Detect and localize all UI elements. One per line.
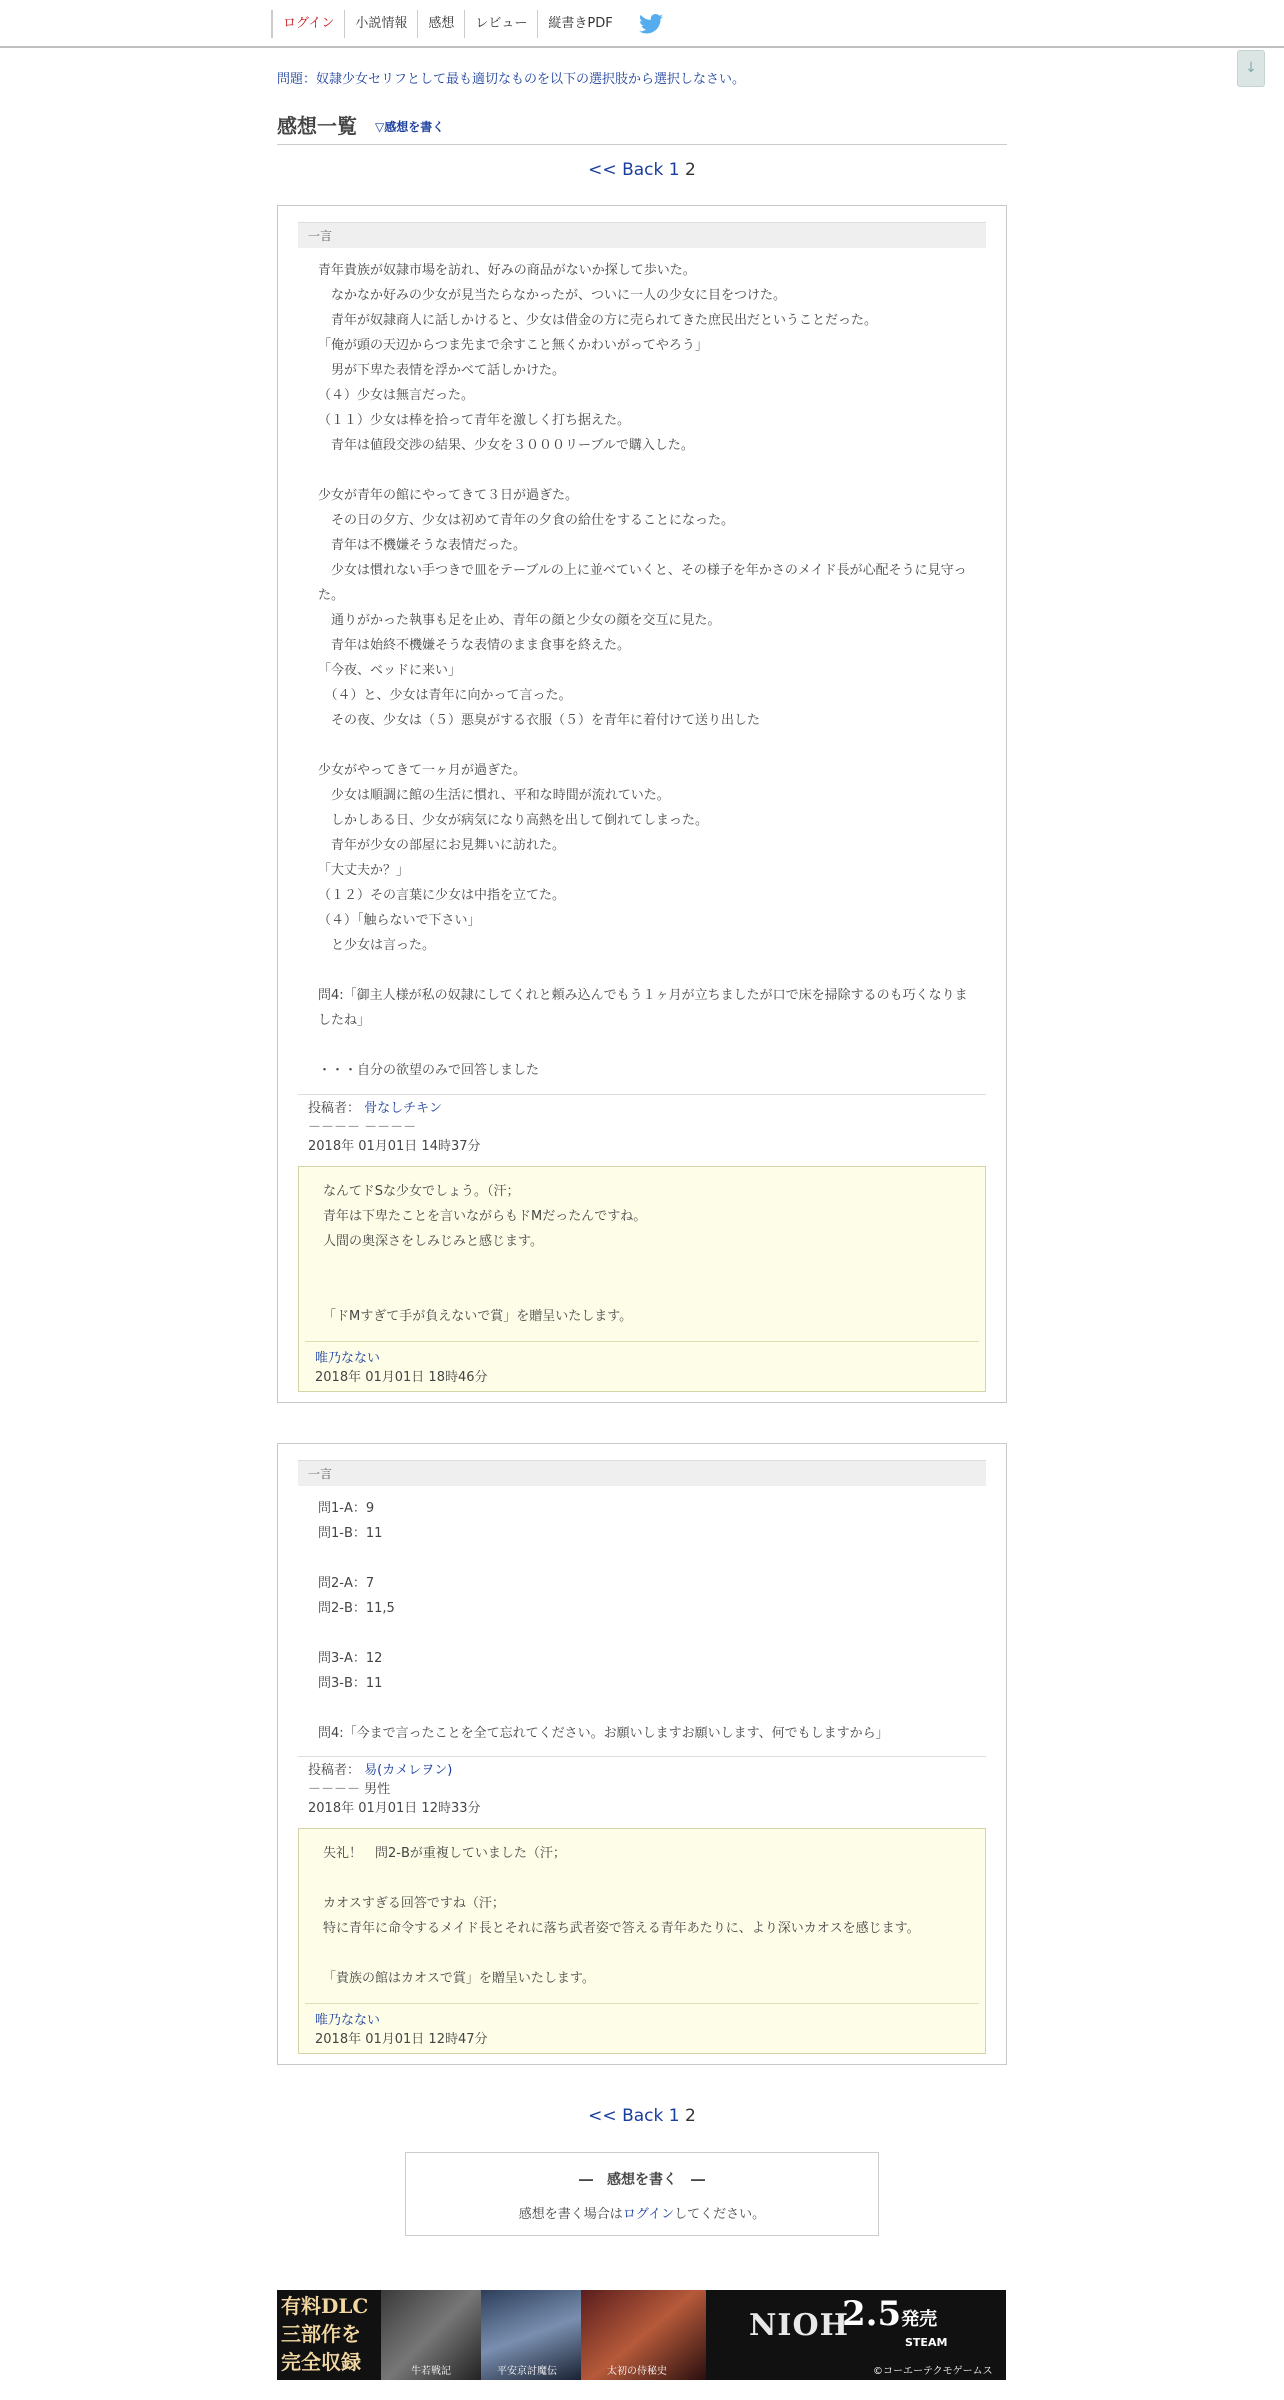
- title-row: [277, 108, 1007, 145]
- reply-text: 失礼！ 問2-Bが重複していました（汗； カオスすぎる回答ですね（汗； 特に青年に命令するメイド長とそれに落ち武者姿で答える青年あたりに、より深いカオスを感じます。 「貴族の館はカオスで賞」を贈呈いたします。: [323, 1846, 920, 1986]
- banner-art-3: [581, 2290, 706, 2380]
- poster-info: [308, 1099, 481, 1156]
- banner-dlc-text: 有料DLC 三部作を 完全収録: [281, 2294, 369, 2374]
- page-title: 感想一覧: [277, 114, 357, 138]
- poster-name-link[interactable]: 易(カメレヲン): [364, 1763, 453, 1778]
- post-date: 2018年 01月01日 12時33分: [308, 1801, 481, 1816]
- write-box-message: 感想を書く場合はログインしてください。: [518, 2207, 766, 2222]
- top-navigation: [0, 0, 1284, 48]
- author-reply: [298, 1166, 986, 1392]
- reply-author-link[interactable]: 唯乃なない: [315, 2013, 381, 2028]
- comment-body: 青年貴族が奴隷市場を訪れ、好みの商品がないか探して歩いた。 なかなか好みの少女が見当たらなかったが、ついに一人の少女に目をつけた。 青年が奴隷商人に話しかけると、少女は借金の方に売られてきた庶民出だということだった。 「俺が頭の天辺からつま先まで余すこと無くかわいがってやろう」 男が下卑た表情を浮かべて話しかけた。 （４）少女は無言だった。 （１１）少女は棒を拾って青年を激しく打ち据えた。 青年は値段交渉の結果、少女を３０００リーブルで購入した。 少女が青年の館にやってきて３日が過ぎた。 その日の夕方、少女は初めて青年の夕食の給仕をすることになった。 青年は不機嫌そうな表情だった。 少女は慣れない手つきで皿をテーブルの上に並べていくと、その様子を年かさのメイド長が心配そうに見守った。 通りがかった執事も足を止め、青年の顔と少女の顔を交互に見た。 青年は始終不機嫌そうな表情のまま食事を終えた。 「今夜、ベッドに来い」 （４）と、少女は青年に向かって言った。 その夜、少女は（５）悪臭がする衣服（５）を青年に着付けて送り出した 少女がやってきて一ヶ月が過ぎた。 少女は順調に館の生活に慣れ、平和な時間が流れていた。 しかしある日、少女が病気になり高熱を出して倒れてしまった。 青年が少女の部屋にお見舞いに訪れた。 「大丈夫か？」 （１２）その言葉に少女は中指を立てた。 （４）「触らないで下さい」 と少女は言った。 問4:「御主人様が私の奴隷にしてくれと頼み込んでもう１ヶ月が立ちましたが口で床を掃除するのも巧くなりましたね」 ・・・自分の欲望のみで回答しました: [318, 263, 968, 1078]
- write-impression-link[interactable]: ▽感想を書く: [375, 120, 445, 134]
- comment-body: 問1-A：9 問1-B：11 問2-A：7 問2-B：11,5 問3-A：12 問3-B：11 問4:「今まで言ったことを全て忘れてください。お願いしますお願いします、何でもしますから」: [318, 1501, 889, 1741]
- banner-caption: 平安京討魔伝: [497, 2366, 557, 2377]
- banner-publisher: ©コーエーテクモゲームス: [873, 2366, 993, 2377]
- reply-divider: [305, 1341, 979, 1342]
- ad-banner[interactable]: [277, 2290, 1006, 2380]
- pager-top: [0, 160, 1284, 180]
- nav-list: [271, 10, 665, 38]
- banner-version: 2.5発売: [842, 2294, 938, 2334]
- poster-meta: －－－－ －－－－: [308, 1120, 417, 1135]
- reply-divider: [305, 2003, 979, 2004]
- login-link[interactable]: ログイン: [622, 2207, 675, 2222]
- banner-art-1: [381, 2290, 481, 2380]
- poster-info: [308, 1761, 481, 1818]
- question-link[interactable]: 問題：奴隷少女セリフとして最も適切なものを以下の選択肢から選択しなさい。: [277, 72, 746, 87]
- reply-date: 2018年 01月01日 18時46分: [315, 1370, 488, 1385]
- divider: [298, 1094, 986, 1095]
- nav-impressions[interactable]: 感想: [417, 10, 464, 38]
- nav-vertical-pdf[interactable]: 縦書きPDF: [537, 10, 622, 38]
- banner-caption: 太初の侍秘史: [607, 2366, 667, 2377]
- pager-page-2-current: 2: [684, 160, 696, 180]
- poster-name-link[interactable]: 骨なしチキン: [364, 1101, 443, 1116]
- author-reply: [298, 1828, 986, 2054]
- pager-bottom: [0, 2106, 1284, 2126]
- comment-heading: 一言: [298, 222, 986, 248]
- write-impression-box: [405, 2152, 879, 2236]
- poster-meta: －－－－ 男性: [308, 1782, 391, 1797]
- divider: [298, 1756, 986, 1757]
- twitter-bird-icon[interactable]: [639, 13, 665, 35]
- post-date: 2018年 01月01日 14時37分: [308, 1139, 481, 1154]
- scroll-down-button[interactable]: ↓: [1237, 50, 1265, 87]
- banner-art-2: [481, 2290, 581, 2380]
- comment-card: [277, 205, 1007, 1403]
- comment-card: [277, 1443, 1007, 2065]
- reply-text: なんてドSな少女でしょう。（汗； 青年は下卑たことを言いながらもドMだったんですね。 人間の奥深さをしみじみと感じます。 「ドMすぎて手が負えないで賞」を贈呈いたします。: [323, 1184, 647, 1324]
- pager-page-2-current: 2: [684, 2106, 696, 2126]
- pager-page-1[interactable]: 1: [668, 160, 680, 180]
- pager-back-link[interactable]: << Back: [588, 2106, 664, 2126]
- pager-back-link[interactable]: << Back: [588, 160, 664, 180]
- banner-steam-label: STEAM: [905, 2336, 948, 2349]
- nav-login[interactable]: ログイン: [271, 10, 344, 38]
- banner-caption: 牛若戦記: [411, 2366, 451, 2377]
- nav-review[interactable]: レビュー: [464, 10, 537, 38]
- pager-page-1[interactable]: 1: [668, 2106, 680, 2126]
- poster-label: 投稿者：: [308, 1101, 361, 1116]
- reply-date: 2018年 01月01日 12時47分: [315, 2032, 488, 2047]
- reply-author-link[interactable]: 唯乃なない: [315, 1351, 381, 1366]
- poster-label: 投稿者：: [308, 1763, 361, 1778]
- nav-novel-info[interactable]: 小説情報: [344, 10, 417, 38]
- banner-game-logo: NIOH: [749, 2308, 849, 2343]
- write-box-title: ― 感想を書く ―: [579, 2172, 705, 2188]
- comment-heading: 一言: [298, 1460, 986, 1486]
